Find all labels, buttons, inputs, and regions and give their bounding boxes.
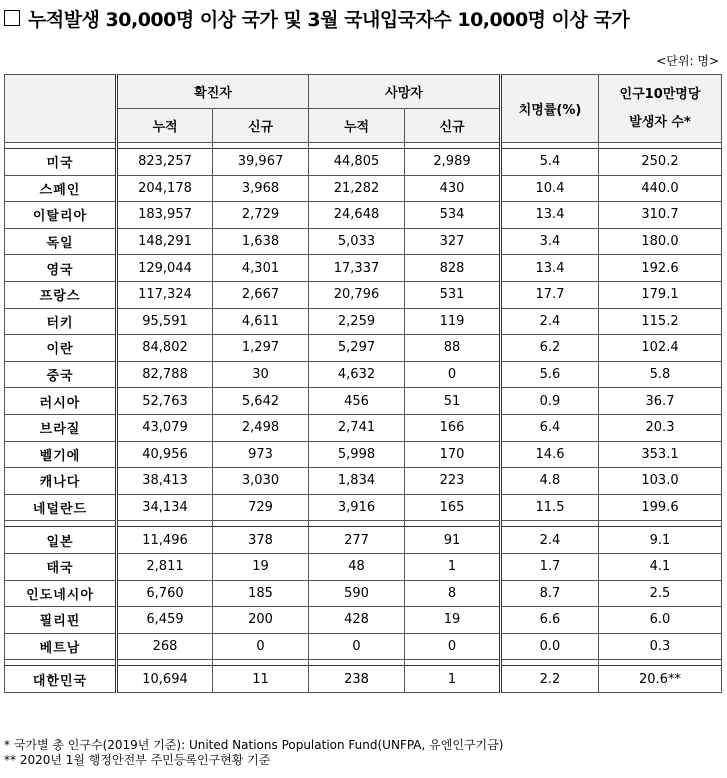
table-row: [5, 228, 722, 255]
cell-conf-cum: 129,044: [117, 255, 213, 282]
footnotes: [4, 738, 724, 768]
cell-conf-cum: 40,956: [117, 441, 213, 468]
cell-death-cum: 2,259: [309, 308, 405, 335]
country-cell: 터키: [5, 308, 117, 335]
country-cell: 독일: [5, 228, 117, 255]
cell-death-new: 1: [405, 553, 501, 580]
country-cell: 영국: [5, 255, 117, 282]
cell-cfr: 5.6: [501, 361, 599, 388]
cell-conf-cum: 117,324: [117, 281, 213, 308]
cell-conf-new: 2,729: [213, 202, 309, 229]
country-cell: 미국: [5, 149, 117, 176]
table-row: [5, 308, 722, 335]
footnote-2: ** 2020년 1월 행정안전부 주민등록인구현황 기준: [4, 753, 271, 767]
cell-death-cum: 1,834: [309, 468, 405, 495]
cell-conf-cum: 11,496: [117, 527, 213, 554]
cell-death-new: 223: [405, 468, 501, 495]
country-cell: 이탈리아: [5, 202, 117, 229]
cell-cfr: 10.4: [501, 175, 599, 202]
cell-death-cum: 5,297: [309, 335, 405, 362]
cell-per100k: 115.2: [599, 308, 722, 335]
cell-death-new: 165: [405, 494, 501, 521]
cell-conf-new: 1,297: [213, 335, 309, 362]
table-row: [5, 388, 722, 415]
table-row: [5, 175, 722, 202]
cell-conf-cum: 823,257: [117, 149, 213, 176]
country-cell: 중국: [5, 361, 117, 388]
cell-per100k: 5.8: [599, 361, 722, 388]
table-row: [5, 633, 722, 660]
cell-death-cum: 20,796: [309, 281, 405, 308]
cell-per100k: 440.0: [599, 175, 722, 202]
cell-death-new: 88: [405, 335, 501, 362]
cell-death-cum: 21,282: [309, 175, 405, 202]
cell-cfr: 6.4: [501, 414, 599, 441]
cell-conf-new: 30: [213, 361, 309, 388]
cell-cfr: 2.2: [501, 666, 599, 693]
table-row: [5, 361, 722, 388]
cell-death-new: 1: [405, 666, 501, 693]
country-cell: 프랑스: [5, 281, 117, 308]
cell-conf-new: 2,498: [213, 414, 309, 441]
cell-per100k: 180.0: [599, 228, 722, 255]
cell-cfr: 0.0: [501, 633, 599, 660]
country-cell: 러시아: [5, 388, 117, 415]
cell-conf-new: 3,968: [213, 175, 309, 202]
header-confirmed: 확진자: [117, 75, 309, 109]
cell-death-cum: 4,632: [309, 361, 405, 388]
table-row: [5, 553, 722, 580]
country-cell: 베트남: [5, 633, 117, 660]
cell-per100k: 4.1: [599, 553, 722, 580]
cell-conf-cum: 6,760: [117, 580, 213, 607]
cell-conf-new: 4,611: [213, 308, 309, 335]
cell-death-new: 430: [405, 175, 501, 202]
cell-conf-cum: 183,957: [117, 202, 213, 229]
cell-per100k: 103.0: [599, 468, 722, 495]
cell-conf-new: 0: [213, 633, 309, 660]
cell-per100k: 20.6**: [599, 666, 722, 693]
cell-cfr: 3.4: [501, 228, 599, 255]
header-deaths-cumulative: 누적: [309, 109, 405, 143]
cell-conf-cum: 204,178: [117, 175, 213, 202]
cell-conf-cum: 10,694: [117, 666, 213, 693]
header-confirmed-new: 신규: [213, 109, 309, 143]
header-deaths-new: 신규: [405, 109, 501, 143]
table-row: [5, 441, 722, 468]
country-cell: 필리핀: [5, 607, 117, 634]
footnote-1: * 국가별 총 인구수(2019년 기준): United Nations Population Fund(UNFPA, 유엔인구기금): [4, 738, 504, 752]
cell-death-new: 166: [405, 414, 501, 441]
header-confirmed-cumulative: 누적: [117, 109, 213, 143]
cell-death-new: 534: [405, 202, 501, 229]
country-cell: 브라질: [5, 414, 117, 441]
cell-death-new: 119: [405, 308, 501, 335]
cell-death-cum: 456: [309, 388, 405, 415]
cell-conf-cum: 82,788: [117, 361, 213, 388]
table-row: [5, 202, 722, 229]
cell-death-new: 8: [405, 580, 501, 607]
country-cell: 일본: [5, 527, 117, 554]
cell-death-cum: 5,998: [309, 441, 405, 468]
cell-conf-new: 2,667: [213, 281, 309, 308]
title-text: 누적발생 30,000명 이상 국가 및 3월 국내입국자수 10,000명 이상 국가: [28, 8, 630, 31]
cell-conf-cum: 43,079: [117, 414, 213, 441]
table-row: [5, 666, 722, 693]
cell-conf-cum: 38,413: [117, 468, 213, 495]
table-body: [5, 143, 722, 693]
cell-death-cum: 277: [309, 527, 405, 554]
table-row: [5, 607, 722, 634]
cell-conf-new: 185: [213, 580, 309, 607]
cell-cfr: 0.9: [501, 388, 599, 415]
cell-conf-cum: 2,811: [117, 553, 213, 580]
cell-cfr: 6.6: [501, 607, 599, 634]
cell-death-cum: 17,337: [309, 255, 405, 282]
header-per100k-line1: 인구10만명당: [619, 86, 701, 102]
country-cell: 스페인: [5, 175, 117, 202]
cell-death-cum: 590: [309, 580, 405, 607]
cell-cfr: 17.7: [501, 281, 599, 308]
cell-death-new: 19: [405, 607, 501, 634]
header-per100k: [599, 75, 722, 143]
cell-conf-new: 1,638: [213, 228, 309, 255]
cell-per100k: 179.1: [599, 281, 722, 308]
cell-death-new: 531: [405, 281, 501, 308]
country-cell: 이란: [5, 335, 117, 362]
cell-cfr: 6.2: [501, 335, 599, 362]
table-row: [5, 255, 722, 282]
cell-cfr: 2.4: [501, 308, 599, 335]
cell-per100k: 0.3: [599, 633, 722, 660]
cell-conf-new: 11: [213, 666, 309, 693]
cell-per100k: 310.7: [599, 202, 722, 229]
cell-per100k: 20.3: [599, 414, 722, 441]
cell-per100k: 192.6: [599, 255, 722, 282]
country-cell: 캐나다: [5, 468, 117, 495]
cell-death-cum: 2,741: [309, 414, 405, 441]
cell-conf-cum: 148,291: [117, 228, 213, 255]
cell-conf-new: 729: [213, 494, 309, 521]
page-title: [4, 4, 724, 32]
cell-per100k: 36.7: [599, 388, 722, 415]
table-row: [5, 468, 722, 495]
cell-death-cum: 3,916: [309, 494, 405, 521]
cell-death-new: 0: [405, 361, 501, 388]
cell-conf-new: 5,642: [213, 388, 309, 415]
cell-death-new: 51: [405, 388, 501, 415]
header-country: [5, 75, 117, 143]
country-cell: 대한민국: [5, 666, 117, 693]
cell-death-cum: 238: [309, 666, 405, 693]
table-row: [5, 414, 722, 441]
cell-conf-cum: 95,591: [117, 308, 213, 335]
cell-cfr: 2.4: [501, 527, 599, 554]
checkbox-square-icon: [4, 10, 20, 26]
cell-per100k: 9.1: [599, 527, 722, 554]
country-cell: 인도네시아: [5, 580, 117, 607]
cell-conf-cum: 84,802: [117, 335, 213, 362]
cell-cfr: 1.7: [501, 553, 599, 580]
cell-conf-cum: 34,134: [117, 494, 213, 521]
cell-death-new: 170: [405, 441, 501, 468]
cell-cfr: 14.6: [501, 441, 599, 468]
covid-stats-table: [4, 74, 722, 693]
cell-conf-new: 973: [213, 441, 309, 468]
cell-death-cum: 428: [309, 607, 405, 634]
cell-per100k: 353.1: [599, 441, 722, 468]
cell-cfr: 13.4: [501, 202, 599, 229]
cell-per100k: 6.0: [599, 607, 722, 634]
cell-cfr: 8.7: [501, 580, 599, 607]
cell-death-new: 2,989: [405, 149, 501, 176]
cell-death-cum: 0: [309, 633, 405, 660]
cell-per100k: 2.5: [599, 580, 722, 607]
cell-conf-cum: 52,763: [117, 388, 213, 415]
table-row: [5, 281, 722, 308]
table-row: [5, 580, 722, 607]
header-per100k-line2: 발생자 수*: [629, 114, 691, 130]
country-cell: 벨기에: [5, 441, 117, 468]
cell-death-new: 91: [405, 527, 501, 554]
cell-cfr: 13.4: [501, 255, 599, 282]
cell-conf-cum: 6,459: [117, 607, 213, 634]
cell-death-cum: 5,033: [309, 228, 405, 255]
cell-conf-new: 39,967: [213, 149, 309, 176]
cell-conf-new: 3,030: [213, 468, 309, 495]
cell-conf-new: 19: [213, 553, 309, 580]
country-cell: 태국: [5, 553, 117, 580]
cell-conf-cum: 268: [117, 633, 213, 660]
cell-cfr: 5.4: [501, 149, 599, 176]
cell-per100k: 250.2: [599, 149, 722, 176]
table-row: [5, 335, 722, 362]
cell-conf-new: 378: [213, 527, 309, 554]
header-deaths: 사망자: [309, 75, 501, 109]
cell-death-new: 828: [405, 255, 501, 282]
cell-cfr: 4.8: [501, 468, 599, 495]
table-row: [5, 527, 722, 554]
cell-per100k: 199.6: [599, 494, 722, 521]
table-row: [5, 494, 722, 521]
cell-death-cum: 48: [309, 553, 405, 580]
cell-cfr: 11.5: [501, 494, 599, 521]
cell-conf-new: 200: [213, 607, 309, 634]
unit-label: <단위: 명>: [656, 54, 719, 68]
country-cell: 네덜란드: [5, 494, 117, 521]
cell-death-new: 0: [405, 633, 501, 660]
cell-death-cum: 24,648: [309, 202, 405, 229]
cell-per100k: 102.4: [599, 335, 722, 362]
cell-death-new: 327: [405, 228, 501, 255]
table-row: [5, 149, 722, 176]
cell-death-cum: 44,805: [309, 149, 405, 176]
cell-conf-new: 4,301: [213, 255, 309, 282]
header-cfr: 치명률(%): [501, 75, 599, 143]
